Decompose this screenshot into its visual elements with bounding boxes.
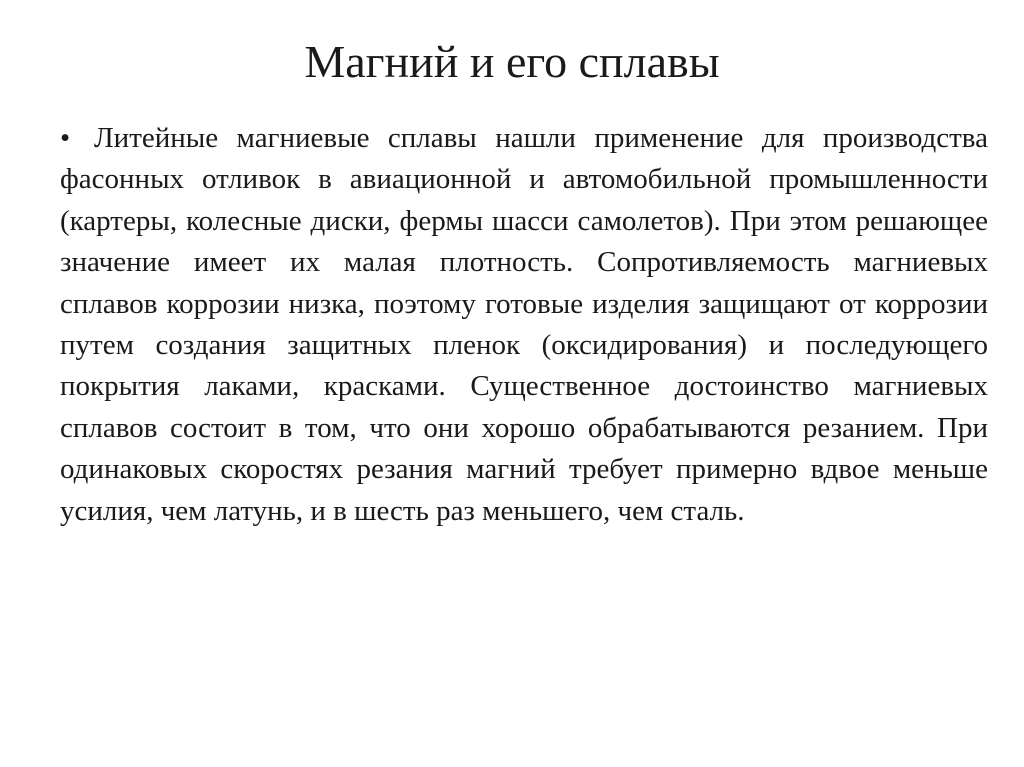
slide-title: Магний и его сплавы <box>304 36 720 87</box>
slide-content <box>60 118 988 532</box>
bullet-item <box>60 118 988 532</box>
bullet-text: Литейные магниевые сплавы нашли применение для производства фасонных отливок в авиационной и автомобильной промышленности (картеры, колесные диски, фермы шасси самолетов). При этом решающее значение имеет их малая плотность. Сопротивляемость магниевых сплавов коррозии низка, поэтому готовые изделия защищают от коррозии путем создания защитных пленок (оксидирования) и последующего покрытия лаками, красками. Существенное достоинство магниевых сплавов состоит в том, что они хорошо обрабатываются резанием. При одинаковых скоростях резания магний требует примерно вдвое меньше усилия, чем латунь, и в шесть раз меньшего, чем сталь. <box>60 122 988 527</box>
bullet-marker: • <box>60 122 71 154</box>
